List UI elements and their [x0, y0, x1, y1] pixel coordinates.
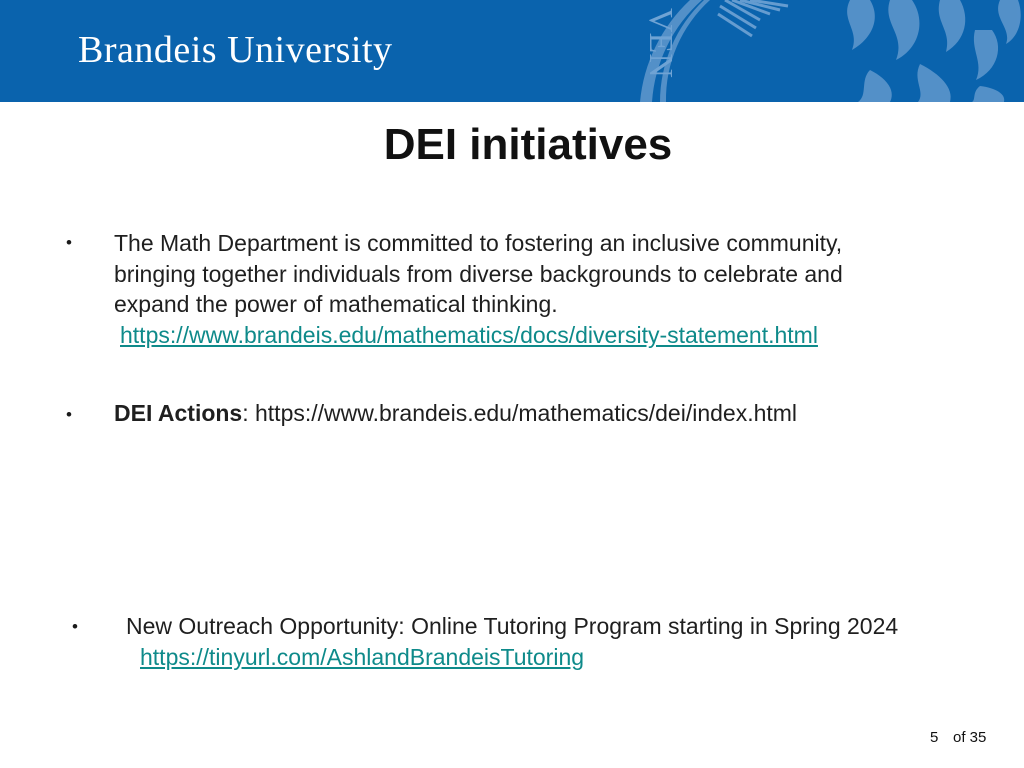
bullet-item-outreach — [126, 611, 898, 672]
tutoring-link[interactable]: https://tinyurl.com/AshlandBrandeisTutoring — [140, 643, 585, 670]
bullet-marker: • — [72, 617, 78, 636]
statement-line-1: The Math Department is committed to fostering an inclusive community, — [114, 230, 843, 256]
outreach-text: New Outreach Opportunity: Online Tutoring Program starting in Spring 2024 — [126, 613, 899, 639]
page-total: of 35 — [953, 729, 987, 746]
bullet-marker: • — [66, 405, 72, 424]
bullet-item-dei-statement — [114, 228, 843, 350]
statement-line-3: expand the power of mathematical thinking. — [114, 291, 558, 317]
header-banner — [0, 0, 1024, 102]
seal-letters: VEN — [642, 8, 679, 78]
bullet-item-dei-actions — [114, 398, 797, 429]
bullet-marker: • — [66, 233, 72, 252]
slide-title: DEI initiatives — [383, 120, 673, 169]
dei-actions-text: : https://www.brandeis.edu/mathematics/dei/index.html — [242, 400, 798, 426]
university-name: Brandeis University — [78, 29, 393, 71]
university-seal-icon — [620, 0, 1024, 102]
page-number: 5 — [930, 729, 939, 746]
statement-line-2: bringing together individuals from diverse backgrounds to celebrate and — [114, 260, 843, 287]
diversity-statement-link[interactable]: https://www.brandeis.edu/mathematics/docs/diversity-statement.html — [120, 321, 818, 348]
dei-actions-label: DEI Actions — [114, 400, 243, 426]
